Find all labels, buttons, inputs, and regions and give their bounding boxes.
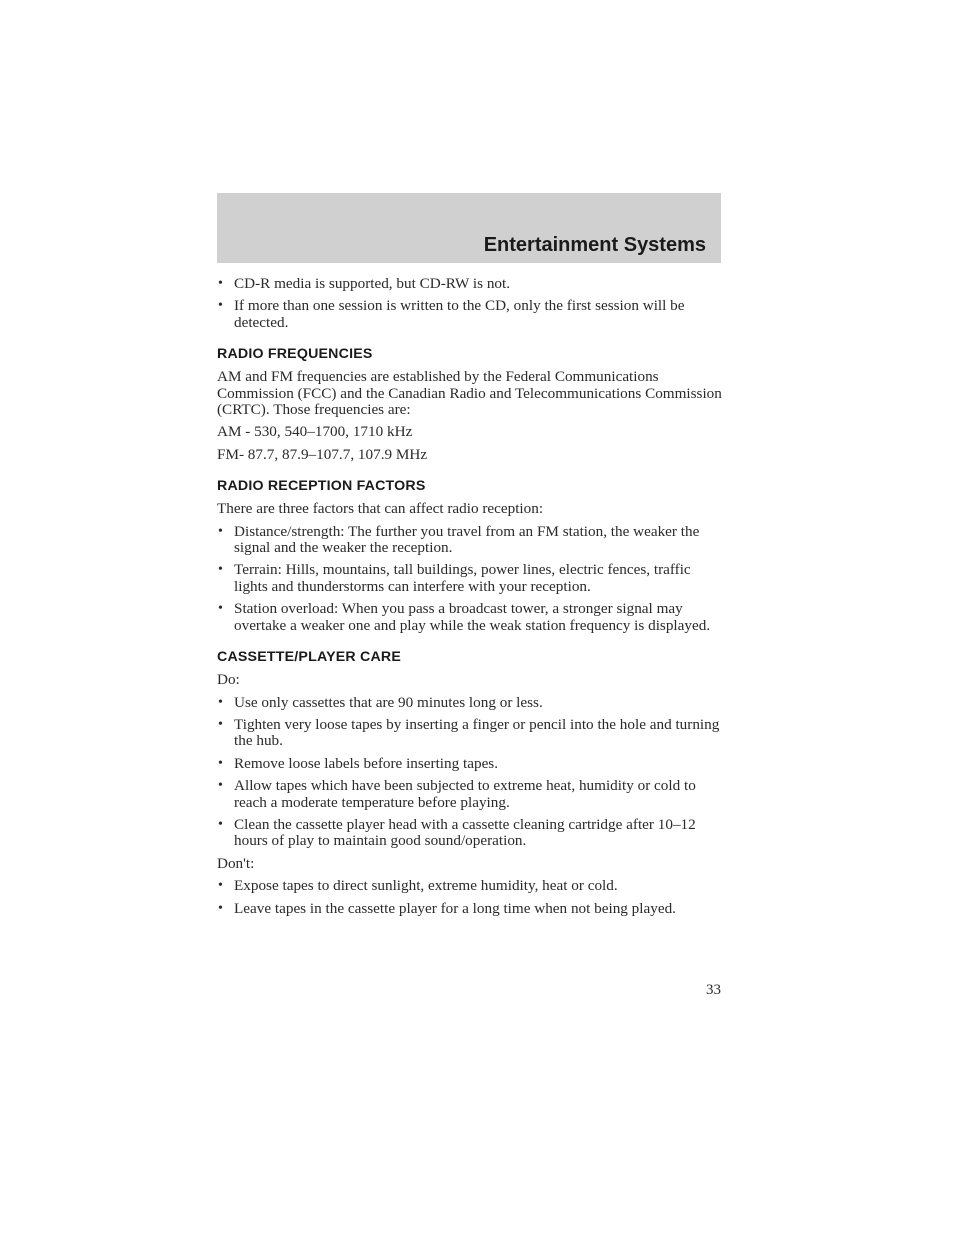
bullet-text: If more than one session is written to the CD, only the first session will be detected. [234, 297, 685, 331]
fm-frequencies: FM- 87.7, 87.9–107.7, 107.9 MHz [217, 445, 428, 463]
section-heading-radio-frequencies: RADIO FREQUENCIES [217, 346, 373, 363]
bullet-item [217, 901, 722, 917]
section-heading-cassette-care: CASSETTE/PLAYER CARE [217, 649, 402, 666]
bullet-marker: • [218, 562, 223, 578]
section-heading-radio-reception: RADIO RECEPTION FACTORS [217, 478, 426, 495]
bullet-marker: • [218, 276, 223, 291]
bullet-text: Clean the cassette player head with a cassette cleaning cartridge after 10–12 hours of play to maintain good sound/operation. [234, 815, 696, 850]
bullet-item [217, 778, 722, 811]
bullet-item [217, 601, 722, 634]
do-label: Do: [217, 671, 240, 689]
bullet-marker: • [218, 878, 223, 894]
bullet-item [217, 817, 722, 850]
bullet-text: Allow tapes which have been subjected to extreme heat, humidity or cold to reach a moderate temperature before playing. [234, 777, 696, 811]
bullet-text: Station overload: When you pass a broadcast tower, a stronger signal may overtake a weaker one and play while the weak station frequency is displayed. [234, 600, 711, 634]
am-frequencies: AM - 530, 540–1700, 1710 kHz [217, 423, 413, 441]
bullet-item [217, 276, 722, 292]
bullet-item [217, 562, 722, 595]
section-header-band [217, 193, 721, 263]
section-title: Entertainment Systems [483, 234, 706, 256]
bullet-marker: • [218, 816, 223, 832]
bullet-text: Tighten very loose tapes by inserting a finger or pencil into the hole and turning the hub. [234, 715, 720, 750]
bullet-marker: • [218, 716, 223, 732]
bullet-text: Expose tapes to direct sunlight, extreme humidity, heat or cold. [234, 877, 618, 895]
bullet-text: Distance/strength: The further you travel from an FM station, the weaker the signal and the weaker the reception. [234, 522, 700, 557]
bullet-marker: • [218, 523, 223, 539]
bullet-item [217, 756, 722, 772]
dont-label: Don't: [217, 854, 255, 872]
bullet-item [217, 695, 722, 711]
bullet-marker: • [218, 755, 223, 771]
bullet-text: Remove loose labels before inserting tapes. [234, 754, 499, 772]
bullet-marker: • [218, 900, 223, 916]
page-number: 33 [706, 982, 721, 998]
radio-reception-intro: There are three factors that can affect radio reception: [217, 500, 544, 518]
bullet-item [217, 524, 722, 557]
bullet-text: Use only cassettes that are 90 minutes long or less. [234, 693, 543, 711]
bullet-marker: • [218, 694, 223, 710]
bullet-text: Leave tapes in the cassette player for a long time when not being played. [234, 899, 676, 917]
bullet-marker: • [218, 778, 223, 794]
page-content [217, 276, 722, 923]
bullet-marker: • [218, 601, 223, 617]
bullet-item [217, 717, 722, 750]
radio-frequencies-paragraph: AM and FM frequencies are established by the Federal Communications Commission (FCC) and the Canadian Radio and Telecommunications Commission (CRTC). Those frequencies are: [217, 368, 722, 419]
bullet-text: Terrain: Hills, mountains, tall buildings, power lines, electric fences, traffic lights and thunderstorms can interfere with your reception. [234, 561, 691, 595]
bullet-text: CD-R media is supported, but CD-RW is not. [234, 275, 511, 292]
bullet-item [217, 298, 722, 331]
bullet-marker: • [218, 298, 223, 314]
bullet-item [217, 878, 722, 894]
